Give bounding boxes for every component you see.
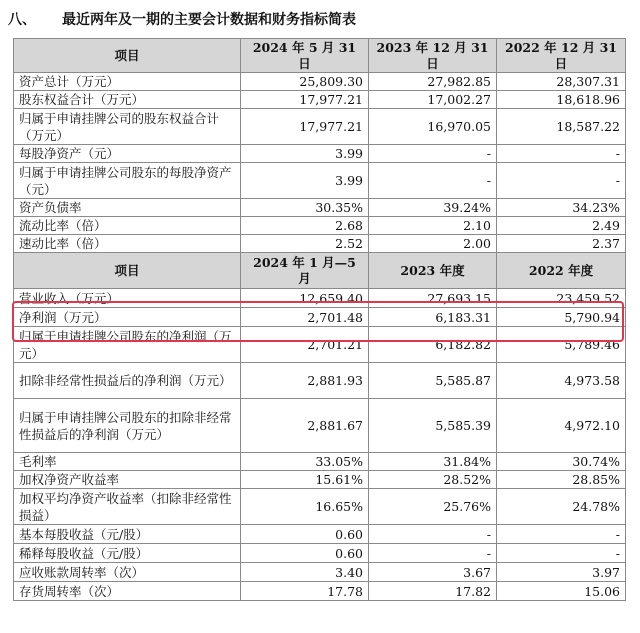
row-label: 稀释每股收益（元/股） bbox=[14, 544, 241, 563]
row-value: 18,618.96 bbox=[497, 91, 626, 109]
table-row bbox=[14, 489, 626, 525]
row-value: - bbox=[497, 544, 626, 563]
section-number: 八、 bbox=[8, 12, 36, 28]
row-label: 加权平均净资产收益率（扣除非经常性损益） bbox=[14, 489, 241, 525]
row-value: 3.99 bbox=[241, 163, 369, 199]
row-value: 6,182.82 bbox=[369, 327, 497, 363]
row-value: 0.60 bbox=[241, 544, 369, 563]
row-value: 17,002.27 bbox=[369, 91, 497, 109]
row-value: 24.78% bbox=[497, 489, 626, 525]
table1-header-2022-12-31: 2022 年 12 月 31 日 bbox=[497, 39, 626, 73]
table1-header-2023-12-31: 2023 年 12 月 31 日 bbox=[369, 39, 497, 73]
row-value: - bbox=[369, 163, 497, 199]
row-label: 基本每股收益（元/股） bbox=[14, 525, 241, 544]
table-row bbox=[14, 563, 626, 582]
row-value: 17.78 bbox=[241, 582, 369, 601]
row-value: 23,459.52 bbox=[497, 289, 626, 308]
row-value: - bbox=[369, 544, 497, 563]
row-label: 股东权益合计（万元） bbox=[14, 91, 241, 109]
table-row bbox=[14, 199, 626, 217]
row-value: 28,307.31 bbox=[497, 73, 626, 91]
row-value: 2.52 bbox=[241, 235, 369, 253]
row-value: 12,659.40 bbox=[241, 289, 369, 308]
financial-summary-table bbox=[13, 38, 626, 601]
row-label: 资产总计（万元） bbox=[14, 73, 241, 91]
row-value: 2,881.93 bbox=[241, 363, 369, 399]
row-value: 5,790.94 bbox=[497, 308, 626, 327]
row-label: 存货周转率（次） bbox=[14, 582, 241, 601]
row-value: 27,982.85 bbox=[369, 73, 497, 91]
row-value: 6,183.31 bbox=[369, 308, 497, 327]
row-value: 33.05% bbox=[241, 453, 369, 471]
table-row bbox=[14, 582, 626, 601]
row-value: 39.24% bbox=[369, 199, 497, 217]
table-row bbox=[14, 289, 626, 308]
row-label: 扣除非经常性损益后的净利润（万元） bbox=[14, 363, 241, 399]
row-value: 2.10 bbox=[369, 217, 497, 235]
row-value: 25.76% bbox=[369, 489, 497, 525]
row-label: 归属于申请挂牌公司股东的净利润（万元） bbox=[14, 327, 241, 363]
row-value: 2,701.48 bbox=[241, 308, 369, 327]
row-value: 17.82 bbox=[369, 582, 497, 601]
row-value: - bbox=[369, 525, 497, 544]
table2-header-row bbox=[14, 253, 626, 289]
table-row bbox=[14, 363, 626, 399]
table-row bbox=[14, 217, 626, 235]
row-value: - bbox=[497, 163, 626, 199]
row-value: 0.60 bbox=[241, 525, 369, 544]
section-title: 最近两年及一期的主要会计数据和财务指标简表 bbox=[62, 12, 356, 28]
table2-header-2022: 2022 年度 bbox=[497, 253, 626, 289]
table-row bbox=[14, 327, 626, 363]
table2-header-2024-jan-may: 2024 年 1 月—5 月 bbox=[241, 253, 369, 289]
row-value: 31.84% bbox=[369, 453, 497, 471]
table1-header-item: 项目 bbox=[14, 39, 241, 73]
row-label: 应收账款周转率（次） bbox=[14, 563, 241, 582]
row-value: - bbox=[497, 525, 626, 544]
row-label: 毛利率 bbox=[14, 453, 241, 471]
row-value: 34.23% bbox=[497, 199, 626, 217]
table2-header-item: 项目 bbox=[14, 253, 241, 289]
row-label: 每股净资产（元） bbox=[14, 145, 241, 163]
row-value: - bbox=[369, 145, 497, 163]
row-value: 3.99 bbox=[241, 145, 369, 163]
row-value: 4,972.10 bbox=[497, 399, 626, 453]
table-row bbox=[14, 163, 626, 199]
row-value: 2,881.67 bbox=[241, 399, 369, 453]
row-value: 27,693.15 bbox=[369, 289, 497, 308]
row-label: 流动比率（倍） bbox=[14, 217, 241, 235]
row-label: 加权净资产收益率 bbox=[14, 471, 241, 489]
row-value: 15.61% bbox=[241, 471, 369, 489]
row-value: 15.06 bbox=[497, 582, 626, 601]
table-row bbox=[14, 544, 626, 563]
table-row bbox=[14, 525, 626, 544]
row-value: 4,973.58 bbox=[497, 363, 626, 399]
row-label: 归属于申请挂牌公司的股东权益合计（万元） bbox=[14, 109, 241, 145]
row-label: 速动比率（倍） bbox=[14, 235, 241, 253]
table1-header-row bbox=[14, 39, 626, 73]
row-value: 2,701.21 bbox=[241, 327, 369, 363]
table-row bbox=[14, 109, 626, 145]
row-value: 2.49 bbox=[497, 217, 626, 235]
row-value: 3.97 bbox=[497, 563, 626, 582]
row-value: 25,809.30 bbox=[241, 73, 369, 91]
row-label: 归属于申请挂牌公司股东的每股净资产（元） bbox=[14, 163, 241, 199]
table1-header-2024-05-31: 2024 年 5 月 31 日 bbox=[241, 39, 369, 73]
table-row bbox=[14, 91, 626, 109]
row-label: 归属于申请挂牌公司股东的扣除非经常性损益后的净利润（万元） bbox=[14, 399, 241, 453]
row-value: 5,789.46 bbox=[497, 327, 626, 363]
table-row bbox=[14, 308, 626, 327]
table-row bbox=[14, 453, 626, 471]
row-value: - bbox=[497, 145, 626, 163]
row-value: 30.35% bbox=[241, 199, 369, 217]
row-value: 3.67 bbox=[369, 563, 497, 582]
section-heading bbox=[8, 6, 356, 34]
row-value: 2.00 bbox=[369, 235, 497, 253]
row-value: 30.74% bbox=[497, 453, 626, 471]
table-row bbox=[14, 73, 626, 91]
row-value: 16.65% bbox=[241, 489, 369, 525]
table-row bbox=[14, 399, 626, 453]
row-value: 28.52% bbox=[369, 471, 497, 489]
row-value: 2.68 bbox=[241, 217, 369, 235]
row-value: 28.85% bbox=[497, 471, 626, 489]
row-value: 5,585.87 bbox=[369, 363, 497, 399]
row-label: 营业收入（万元） bbox=[14, 289, 241, 308]
row-value: 18,587.22 bbox=[497, 109, 626, 145]
row-label: 净利润（万元） bbox=[14, 308, 241, 327]
table-row bbox=[14, 235, 626, 253]
row-value: 17,977.21 bbox=[241, 109, 369, 145]
row-value: 17,977.21 bbox=[241, 91, 369, 109]
row-value: 3.40 bbox=[241, 563, 369, 582]
row-value: 16,970.05 bbox=[369, 109, 497, 145]
row-label: 资产负债率 bbox=[14, 199, 241, 217]
row-value: 5,585.39 bbox=[369, 399, 497, 453]
table-row bbox=[14, 471, 626, 489]
table-row bbox=[14, 145, 626, 163]
table2-header-2023: 2023 年度 bbox=[369, 253, 497, 289]
row-value: 2.37 bbox=[497, 235, 626, 253]
